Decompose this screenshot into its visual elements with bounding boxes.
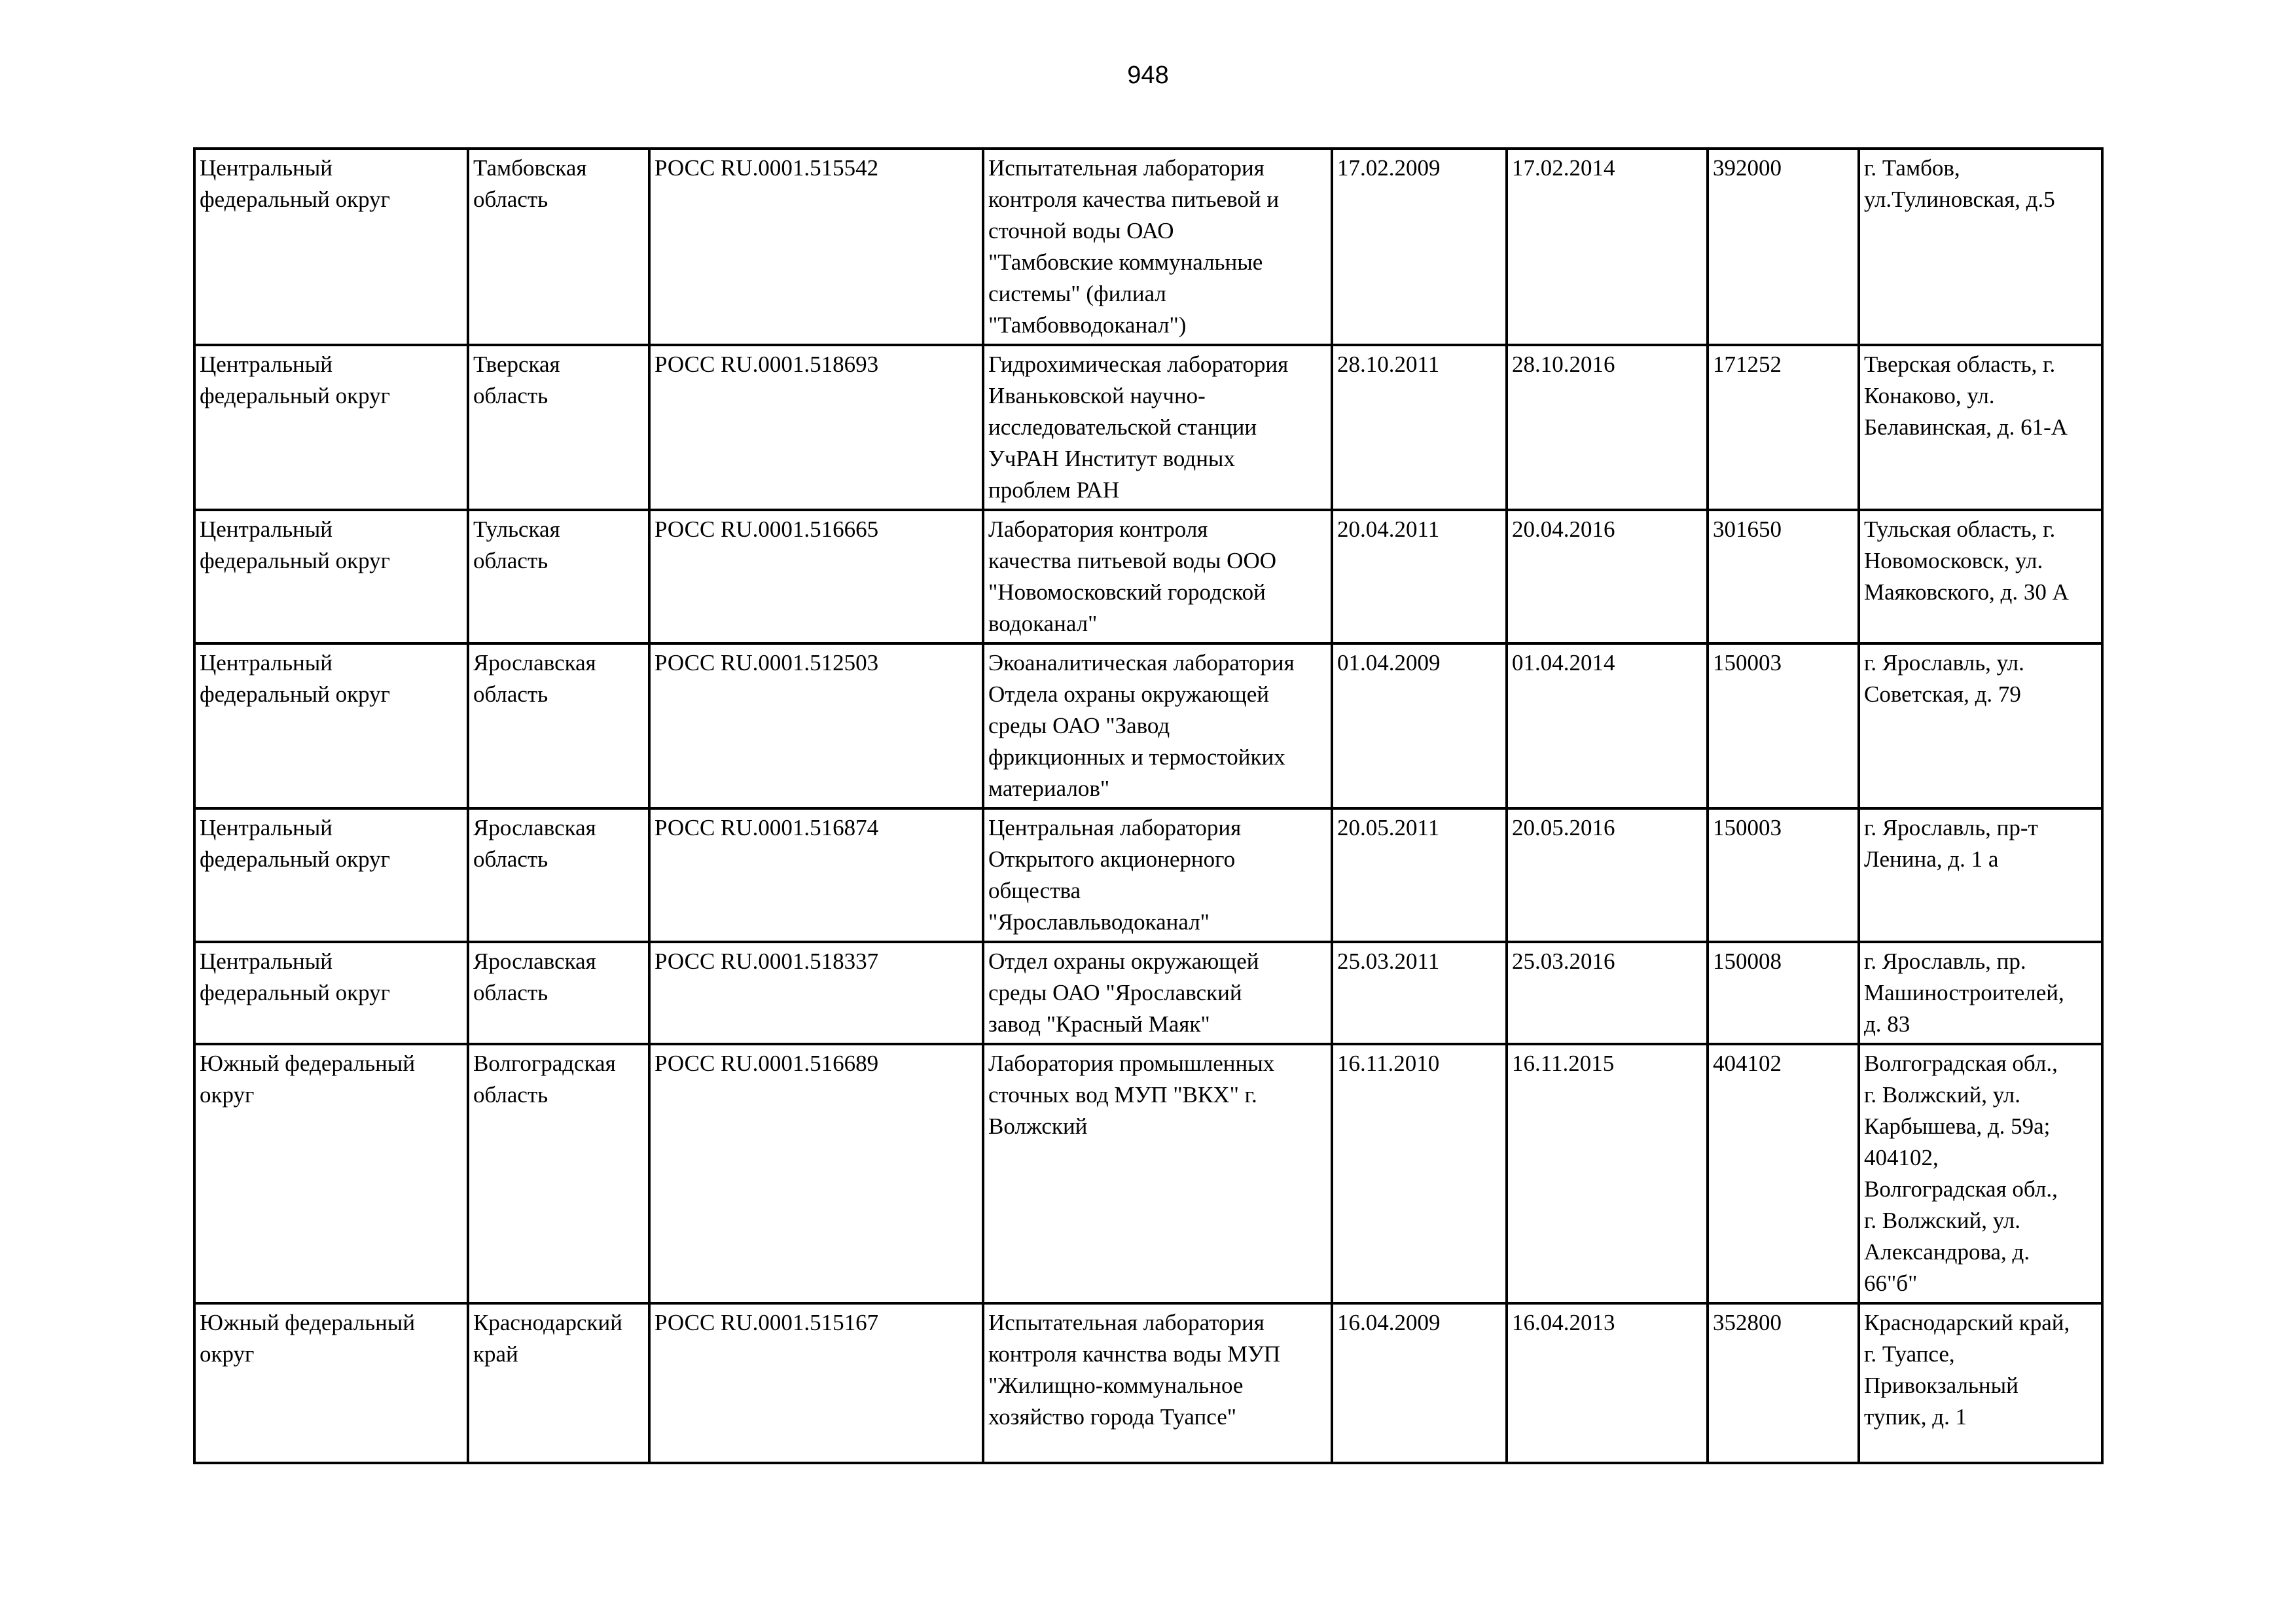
region-cell: Ярославская область [468,643,649,808]
postal-index-cell: 301650 [1708,510,1859,643]
table-row [194,643,2102,808]
certificate-number-cell: РОСС RU.0001.512503 [649,643,983,808]
date-to-cell: 01.04.2014 [1507,643,1708,808]
date-to-cell: 16.11.2015 [1507,1044,1708,1303]
page-number: 948 [1127,62,1169,89]
date-from-cell: 17.02.2009 [1332,149,1507,345]
certificate-number-cell: РОСС RU.0001.518693 [649,345,983,510]
federal-district-cell: Южный федеральный округ [194,1303,468,1463]
federal-district-cell: Центральный федеральный округ [194,808,468,942]
federal-district-cell: Центральный федеральный округ [194,942,468,1044]
postal-index-cell: 150008 [1708,942,1859,1044]
date-from-cell: 20.04.2011 [1332,510,1507,643]
laboratory-name-cell: Лаборатория контроля качества питьевой воды ООО "Новомосковский городской водоканал" [983,510,1332,643]
date-to-cell: 20.05.2016 [1507,808,1708,942]
date-from-cell: 16.04.2009 [1332,1303,1507,1463]
laboratory-name-cell: Отдел охраны окружающей среды ОАО "Ярославский завод "Красный Маяк" [983,942,1332,1044]
laboratory-name-cell: Испытательная лаборатория контроля качнства воды МУП "Жилищно-коммунальное хозяйство города Туапсе" [983,1303,1332,1463]
postal-index-cell: 171252 [1708,345,1859,510]
address-cell: Тверская область, г. Конаково, ул. Белавинская, д. 61-А [1859,345,2102,510]
postal-index-cell: 392000 [1708,149,1859,345]
laboratory-name-cell: Экоаналитическая лаборатория Отдела охраны окружающей среды ОАО "Завод фрикционных и термостойких материалов" [983,643,1332,808]
date-to-cell: 28.10.2016 [1507,345,1708,510]
address-cell: Тульская область, г. Новомосковск, ул. Маяковского, д. 30 А [1859,510,2102,643]
region-cell: Тверская область [468,345,649,510]
federal-district-cell: Южный федеральный округ [194,1044,468,1303]
region-cell: Волгоградская область [468,1044,649,1303]
address-cell: г. Ярославль, пр. Машиностроителей, д. 83 [1859,942,2102,1044]
postal-index-cell: 150003 [1708,808,1859,942]
table-row [194,149,2102,345]
certificate-number-cell: РОСС RU.0001.515542 [649,149,983,345]
federal-district-cell: Центральный федеральный округ [194,345,468,510]
region-cell: Тамбовская область [468,149,649,345]
certificate-number-cell: РОСС RU.0001.516689 [649,1044,983,1303]
table-row [194,345,2102,510]
table-row [194,1044,2102,1303]
region-cell: Ярославская область [468,808,649,942]
region-cell: Тульская область [468,510,649,643]
date-from-cell: 20.05.2011 [1332,808,1507,942]
postal-index-cell: 352800 [1708,1303,1859,1463]
laboratory-name-cell: Гидрохимическая лаборатория Иваньковской научно- исследовательской станции УчРАН Институт водных проблем РАН [983,345,1332,510]
federal-district-cell: Центральный федеральный округ [194,510,468,643]
certificate-number-cell: РОСС RU.0001.516665 [649,510,983,643]
federal-district-cell: Центральный федеральный округ [194,643,468,808]
date-from-cell: 28.10.2011 [1332,345,1507,510]
laboratory-name-cell: Центральная лаборатория Открытого акционерного общества "Ярославльводоканал" [983,808,1332,942]
federal-district-cell: Центральный федеральный округ [194,149,468,345]
address-cell: г. Ярославль, пр-т Ленина, д. 1 а [1859,808,2102,942]
table-row [194,1303,2102,1463]
date-from-cell: 16.11.2010 [1332,1044,1507,1303]
date-from-cell: 01.04.2009 [1332,643,1507,808]
certificate-number-cell: РОСС RU.0001.518337 [649,942,983,1044]
date-from-cell: 25.03.2011 [1332,942,1507,1044]
address-cell: Волгоградская обл., г. Волжский, ул. Карбышева, д. 59а; 404102, Волгоградская обл., г. Волжский, ул. Александрова, д. 66"б" [1859,1044,2102,1303]
address-cell: Краснодарский край, г. Туапсе, Привокзальный тупик, д. 1 [1859,1303,2102,1463]
date-to-cell: 20.04.2016 [1507,510,1708,643]
postal-index-cell: 404102 [1708,1044,1859,1303]
address-cell: г. Тамбов, ул.Тулиновская, д.5 [1859,149,2102,345]
certificate-number-cell: РОСС RU.0001.516874 [649,808,983,942]
date-to-cell: 25.03.2016 [1507,942,1708,1044]
table-row [194,808,2102,942]
table-row [194,942,2102,1044]
date-to-cell: 16.04.2013 [1507,1303,1708,1463]
address-cell: г. Ярославль, ул. Советская, д. 79 [1859,643,2102,808]
postal-index-cell: 150003 [1708,643,1859,808]
date-to-cell: 17.02.2014 [1507,149,1708,345]
table-row [194,510,2102,643]
region-cell: Краснодарский край [468,1303,649,1463]
region-cell: Ярославская область [468,942,649,1044]
laboratory-name-cell: Лаборатория промышленных сточных вод МУП "ВКХ" г. Волжский [983,1044,1332,1303]
certificate-number-cell: РОСС RU.0001.515167 [649,1303,983,1463]
laboratory-name-cell: Испытательная лаборатория контроля качества питьевой и сточной воды ОАО "Тамбовские коммунальные системы" (филиал "Тамбовводоканал") [983,149,1332,345]
laboratory-registry-table [193,147,2104,1464]
